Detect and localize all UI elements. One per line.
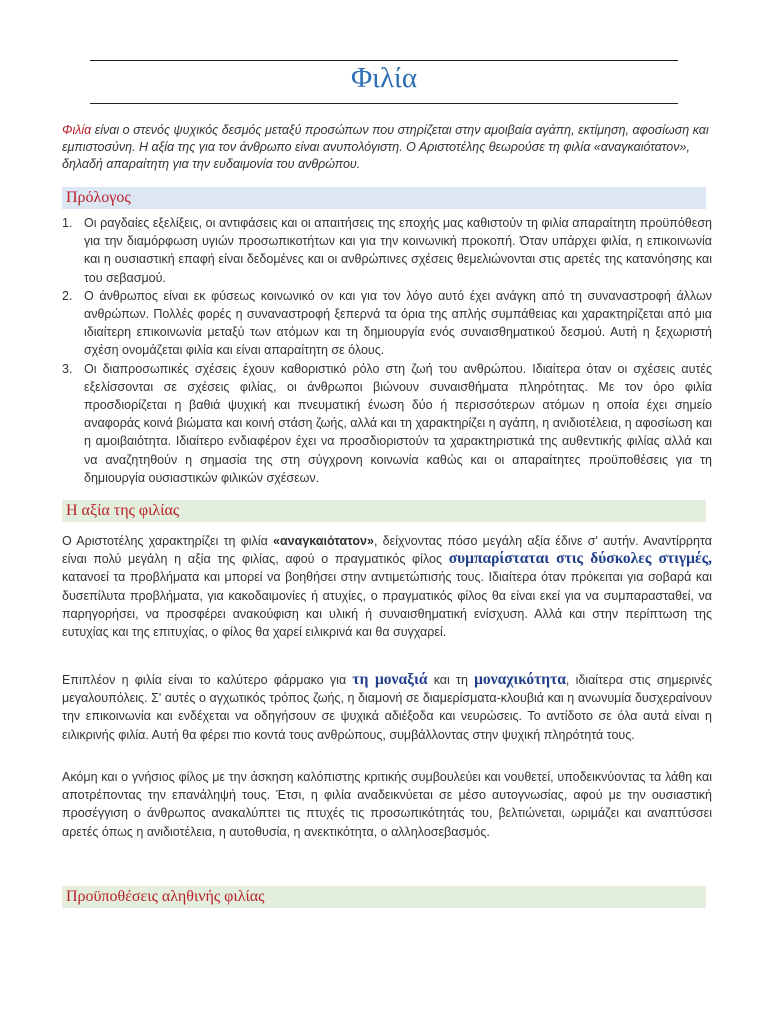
title-underline: [90, 103, 678, 104]
emphasis-phrase: μοναχικότητα: [474, 671, 566, 688]
emphasis-phrase: συμπαρίσταται στις δύσκολες στιγμές,: [448, 550, 712, 568]
section-heading-conditions: Προϋποθέσεις αληθινής φιλίας: [62, 886, 706, 908]
value-paragraph-3: Ακόμη και ο γνήσιος φίλος με την άσκηση καλόπιστης κριτικής συμβουλεύει και νουθετεί, υποδεικνύοντας τα λάθη και αποτρέποντας την επανάληψή τους. Έτσι, η φιλία αναδεικνύεται σε μέσο αυτογνωσίας, αφού με την ουσιαστική προσέγγιση ο άνθρωπος ανακαλύπτει τις πτυχές τις προσωπικότητάς του, βελτιώνεται, ωριμάζει και αναπτύσσει αρετές όπως η ανιδιοτέλεια, η αυτοθυσία, η ανεκτικότητα, ο αλληλοσεβασμός.: [62, 770, 712, 839]
list-item-text: Ο άνθρωπος είναι εκ φύσεως κοινωνικό ον και για τον λόγο αυτό έχει ανάγκη από τη συναναστροφή άλλων ανθρώπων. Πολλές φορές η συναναστροφή ξεπερνά τα όρια της απλής συμπάθειας και χαρακτηρίζεται από μια ιδιαίτερη επικοινωνία μεταξύ των ατόμων και τη δημιουργία ενός συναισθηματικού δεσμού. Αυτή η ξεχωριστή σχέση ονομάζεται φιλία και είναι απαραίτητη σε όλους.: [84, 288, 712, 358]
text-run: , δείχνοντας πόσο μεγάλη αξία έδινε σ' αυτήν. Αναντίρρητα είναι πολύ μεγάλη η αξία της φιλίας, αφού ο πραγματικός φίλος: [62, 534, 712, 567]
page-title: Φιλία: [350, 62, 418, 94]
prologue-list: [62, 214, 712, 487]
list-item: [62, 214, 712, 287]
text-run: Επιπλέον η φιλία είναι το καλύτερο φάρμακο για: [62, 673, 353, 687]
text-run: Ο Αριστοτέλης χαρακτηρίζει τη φιλία: [62, 534, 274, 548]
intro-text: είναι ο στενός ψυχικός δεσμός μεταξύ προσώπων που στηρίζεται στην αμοιβαία αγάπη, εκτίμηση, αφοσίωση και εμπιστοσύνη. Η αξία της για τον άνθρωπο είναι ανυπολόγιστη. Ο Αριστοτέλης θεωρούσε τη φιλία «αναγκαιότατον», δηλαδή απαραίτητη για την ευδαιμονία του ανθρώπου.: [62, 123, 709, 171]
bold-quote: «αναγκαιότατον»: [273, 534, 374, 548]
list-item-text: Οι διαπροσωπικές σχέσεις έχουν καθοριστικό ρόλο στη ζωή του ανθρώπου. Ιδιαίτερα όταν οι σχέσεις αυτές εξελίσσονται σε σχέσεις φιλίας, οι άνθρωποι βιώνουν συναισθήματα πληρότητας. Με τον όρο φιλία προσδιορίζεται η βαθιά ψυχική και πνευματική ένωση δύο ή περισσότερων ατόμων η οποία έχει σημείο αναφοράς κοινά βιώματα και κοινή στάση ζωής, αλλά και τη χαρακτηρίζει η αγάπη, η ανιδιοτέλεια, η αφοσίωση και η αμοιβαιότητα. Ιδιαίτερο ενδιαφέρον έχει να προσδιοριστούν τα χαρακτηριστικά της αυθεντικής φιλίας αλλά και να αναζητηθούν η σημασία της στη σύγχρονη κοινωνία καθώς και οι απαραίτητες προϋποθέσεις για τη δημιουργία ουσιαστικών φιλικών σχέσεων.: [84, 361, 712, 485]
list-item: [62, 360, 712, 487]
intro-paragraph: [62, 122, 714, 173]
list-item: [62, 287, 712, 360]
top-rule: [90, 60, 678, 61]
list-number: 3.: [62, 361, 73, 376]
intro-term: Φιλία: [62, 123, 92, 137]
value-paragraph-2: [62, 671, 712, 744]
value-paragraph-1: [62, 532, 712, 641]
list-number: 2.: [62, 288, 73, 303]
list-item-text: Οι ραγδαίες εξελίξεις, οι αντιφάσεις και οι απαιτήσεις της εποχής μας καθιστούν τη φιλία απαραίτητη προϋπόθεση για την διαμόρφωση υγιών προσωπικοτήτων και για την κοινωνική προκοπή. Όταν υπάρχει φιλία, η επικοινωνία και η ουσιαστική επαφή είναι δεδομένες και οι ανθρώπινες σχέσεις θεμελιώνονται στις αρετές της κατανόησης και του σεβασμού.: [84, 216, 712, 285]
section-heading-prologue: Πρόλογος: [62, 187, 706, 209]
section-heading-value: Η αξία της φιλίας: [62, 500, 706, 522]
text-run: κατανοεί τα προβλήματα και μπορεί να βοηθήσει στην αντιμετώπισής τους. Ιδιαίτερα όταν πρόκειται για σοβαρά και δυσεπίλυτα προβλήματα, για κακοδαιμονίες ή ατυχίες, ο πραγματικός φίλος θα είναι εκεί για να συμπαρασταθεί, να παρηγορήσει, να προσφέρει ανακούφιση και υλική ή συναισθηματική ενίσχυση. Αλλά και στην περίπτωση της ευτυχίας και της επιτυχίας, ο φίλος θα χαρεί ειλικρινά και θα συγχαρεί.: [62, 570, 712, 640]
list-number: 1.: [62, 216, 73, 230]
text-run: , ιδιαίτερα στις σημερινές μεγαλουπόλεις. Σ' αυτές ο αγχωτικός τρόπος ζωής, η διαμονή σε διαμερίσματα-κλουβιά και η ανωνυμία δυσχεραίνουν την επικοινωνία και ενδέχεται να οδηγήσουν σε ψυχικά αδιέξοδα και νευρώσεις. Το αντίδοτο σε όλα αυτά είναι η ειλικρινής φιλία. Αυτή θα φέρει πιο κοντά τους ανθρώπους, συμβάλλοντας στην ψυχική πληρότητά τους.: [62, 673, 713, 742]
text-run: και τη: [427, 673, 475, 687]
emphasis-phrase: τη μοναξιά: [352, 671, 428, 688]
